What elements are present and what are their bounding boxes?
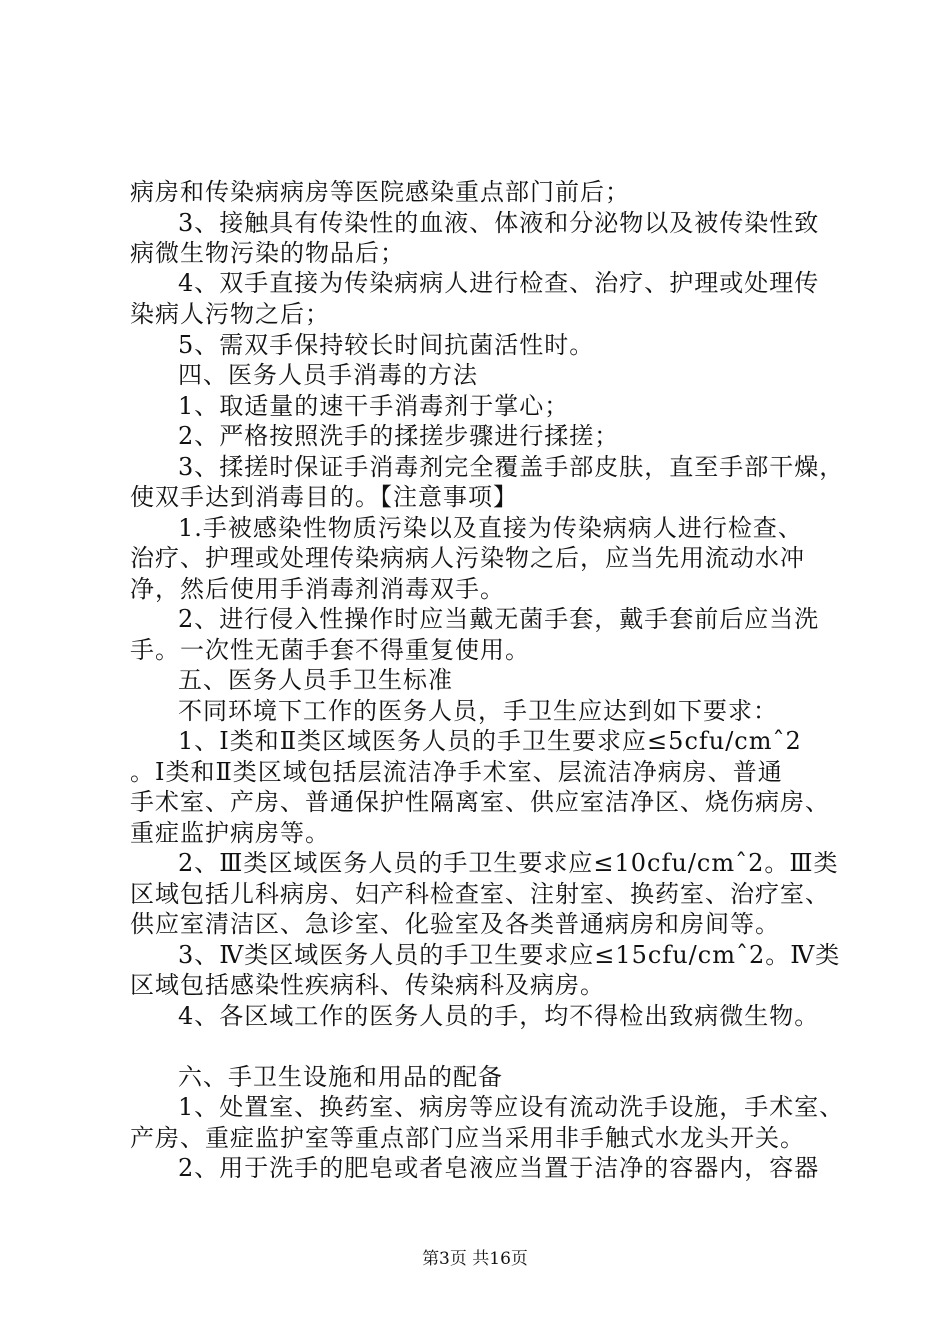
text-line-21: 手术室、产房、普通保护性隔离室、供应室洁净区、烧伤病房、 xyxy=(130,788,830,816)
text-line-22: 重症监护病房等。 xyxy=(130,819,330,847)
text-line-10: 3、揉搓时保证手消毒剂完全覆盖手部皮肤，直至手部干燥， xyxy=(178,453,845,481)
text-line-18: 不同环境下工作的医务人员，手卫生应达到如下要求： xyxy=(178,697,778,725)
text-line-2: 3、接触具有传染性的血液、体液和分泌物以及被传染性致 xyxy=(178,209,820,237)
text-line-1: 病房和传染病病房等医院感染重点部门前后； xyxy=(130,178,630,206)
text-line-15: 2、进行侵入性操作时应当戴无菌手套，戴手套前后应当洗 xyxy=(178,605,820,633)
section-heading-5: 五、医务人员手卫生标准 xyxy=(178,666,453,694)
text-line-3: 病微生物污染的物品后； xyxy=(130,239,405,267)
text-line-13: 治疗、护理或处理传染病病人污染物之后，应当先用流动水冲 xyxy=(130,544,805,572)
text-line-11: 使双手达到消毒目的。【注意事项】 xyxy=(130,483,518,511)
text-line-30: 1、处置室、换药室、病房等应设有流动洗手设施，手术室、 xyxy=(178,1093,845,1121)
section-heading-6: 六、手卫生设施和用品的配备 xyxy=(178,1063,503,1091)
text-line-4: 4、双手直接为传染病病人进行检查、治疗、护理或处理传 xyxy=(178,269,820,297)
text-line-6: 5、需双手保持较长时间抗菌活性时。 xyxy=(178,331,595,359)
text-line-24: 区域包括儿科病房、妇产科检查室、注射室、换药室、治疗室、 xyxy=(130,880,830,908)
text-line-9: 2、严格按照洗手的揉搓步骤进行揉搓； xyxy=(178,422,620,450)
text-line-32: 2、用于洗手的肥皂或者皂液应当置于洁净的容器内，容器 xyxy=(178,1154,820,1182)
text-line-20: 。Ⅰ类和Ⅱ类区域包括层流洁净手术室、层流洁净病房、普通 xyxy=(130,758,783,786)
text-line-26: 3、Ⅳ类区域医务人员的手卫生要求应≤15cfu/cmˆ2。Ⅳ类 xyxy=(178,941,841,969)
text-line-23: 2、Ⅲ类区域医务人员的手卫生要求应≤10cfu/cmˆ2。Ⅲ类 xyxy=(178,849,839,877)
text-line-16: 手。一次性无菌手套不得重复使用。 xyxy=(130,636,530,664)
text-line-12: 1.手被感染性物质污染以及直接为传染病病人进行检查、 xyxy=(178,514,803,542)
text-line-8: 1、取适量的速干手消毒剂于掌心； xyxy=(178,392,570,420)
text-line-5: 染病人污物之后； xyxy=(130,300,330,328)
text-line-25: 供应室清洁区、急诊室、化验室及各类普通病房和房间等。 xyxy=(130,910,780,938)
section-heading-4: 四、医务人员手消毒的方法 xyxy=(178,361,478,389)
text-line-31: 产房、重症监护室等重点部门应当采用非手触式水龙头开关。 xyxy=(130,1124,805,1152)
text-line-27: 区域包括感染性疾病科、传染病科及病房。 xyxy=(130,971,605,999)
text-line-28: 4、各区域工作的医务人员的手，均不得检出致病微生物。 xyxy=(178,1002,820,1030)
text-line-19: 1、Ⅰ类和Ⅱ类区域医务人员的手卫生要求应≤5cfu/cmˆ2 xyxy=(178,727,802,755)
page-number-footer: 第3页 共16页 xyxy=(422,1249,528,1269)
text-line-14: 净，然后使用手消毒剂消毒双手。 xyxy=(130,575,505,603)
